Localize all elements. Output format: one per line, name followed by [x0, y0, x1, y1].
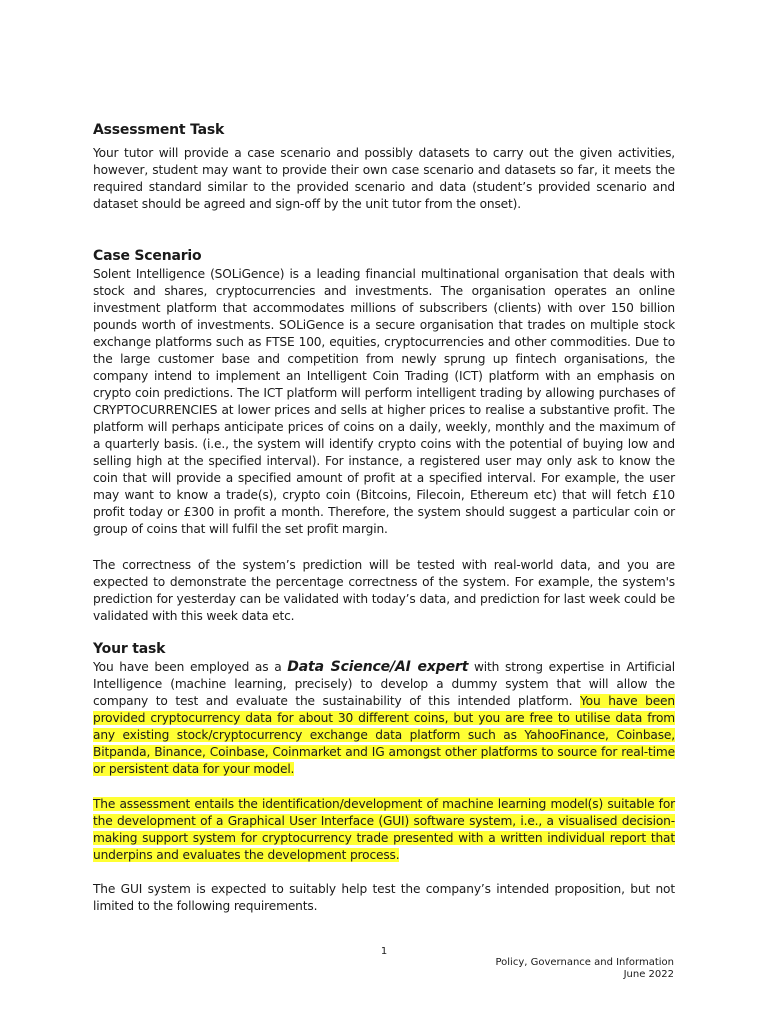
- highlighted-data-note: You have been provided cryptocurrency data for about 30 different coins, but you are free to utilise data from any existing stock/cryptocurrency exchange data platform such as YahooFinance, Coinbase, Bitpanda, Binance, Coinbase, Coinmarket and IG amongst other platforms to source for real-time or persistent data for your model.: [93, 694, 675, 776]
- footer-line-1: Policy, Governance and Information: [495, 957, 674, 968]
- your-task-paragraph-3: The GUI system is expected to suitably help test the company’s intended proposition, but not limited to the following requirements.: [93, 882, 675, 913]
- assessment-task-body: Your tutor will provide a case scenario and possibly datasets to carry out the given activities, however, student may want to provide their own case scenario and datasets so far, it meets the required standard similar to the provided scenario and data (student’s provided scenario and dataset should be agreed and sign-off by the unit tutor from the onset).: [93, 146, 675, 211]
- case-scenario-paragraph-1: Solent Intelligence (SOLiGence) is a leading financial multinational organisation that deals with stock and shares, cryptocurrencies and investments. The organisation operates an online investment platform that accommodates millions of subscribers (clients) with over 150 billion pounds worth of investments. SOLiGence is a secure organisation that trades on multiple stock exchange platforms such as FTSE 100, equities, cryptocurrencies and other commodities. Due to the large customer base and competition from newly sprung up fintech organisations, the company intend to implement an Intelligent Coin Trading (ICT) platform with an emphasis on crypto coin predictions. The ICT platform will perform intelligent trading by allowing purchases of CRYPTOCURRENCIES at lower prices and sells at higher prices to realise a substantive profit. The platform will perhaps anticipate prices of coins on a daily, weekly, monthly and the maximum of a quarterly basis. (i.e., the system will identify crypto coins with the potential of buying low and selling high at the specified interval). For instance, a registered user may only ask to know the coin that will provide a specified amount of profit at a specified interval. For example, the user may want to know a trade(s), crypto coin (Bitcoins, Filecoin, Ethereum etc) that will fetch £10 profit today or £300 in profit a month. Therefore, the system should suggest a particular coin or group of coins that will fulfil the set profit margin.: [93, 267, 675, 536]
- case-scenario-heading: Case Scenario: [93, 248, 202, 264]
- footer-line-2: June 2022: [623, 969, 674, 980]
- assessment-task-heading: Assessment Task: [93, 122, 225, 138]
- case-scenario-paragraph-2: The correctness of the system’s prediction will be tested with real-world data, and you are expected to demonstrate the percentage correctness of the system. For example, the system's prediction for yesterday can be validated with today’s data, and prediction for last week could be validated with this week data etc.: [93, 558, 675, 623]
- role-emphasis: Data Science/AI expert: [287, 659, 469, 675]
- highlighted-assessment-description: The assessment entails the identification/development of machine learning model(s) suitable for the development of a Graphical User Interface (GUI) software system, i.e., a visualised decision-making support system for cryptocurrency trade presented with a written individual report that underpins and evaluates the development process.: [93, 797, 675, 862]
- page-number: 1: [380, 946, 388, 957]
- your-task-heading: Your task: [93, 641, 166, 657]
- your-task-paragraph-2: [93, 796, 675, 864]
- your-task-paragraph-1: [93, 659, 675, 778]
- page-footer: [495, 957, 674, 981]
- your-task-description-text: with strong expertise in Artificial Intelligence (machine learning, precisely) to develop a dummy system that will allow the company to test and evaluate the sustainability of this intended platform.: [93, 660, 675, 708]
- your-task-intro-text: You have been employed as a: [93, 660, 288, 674]
